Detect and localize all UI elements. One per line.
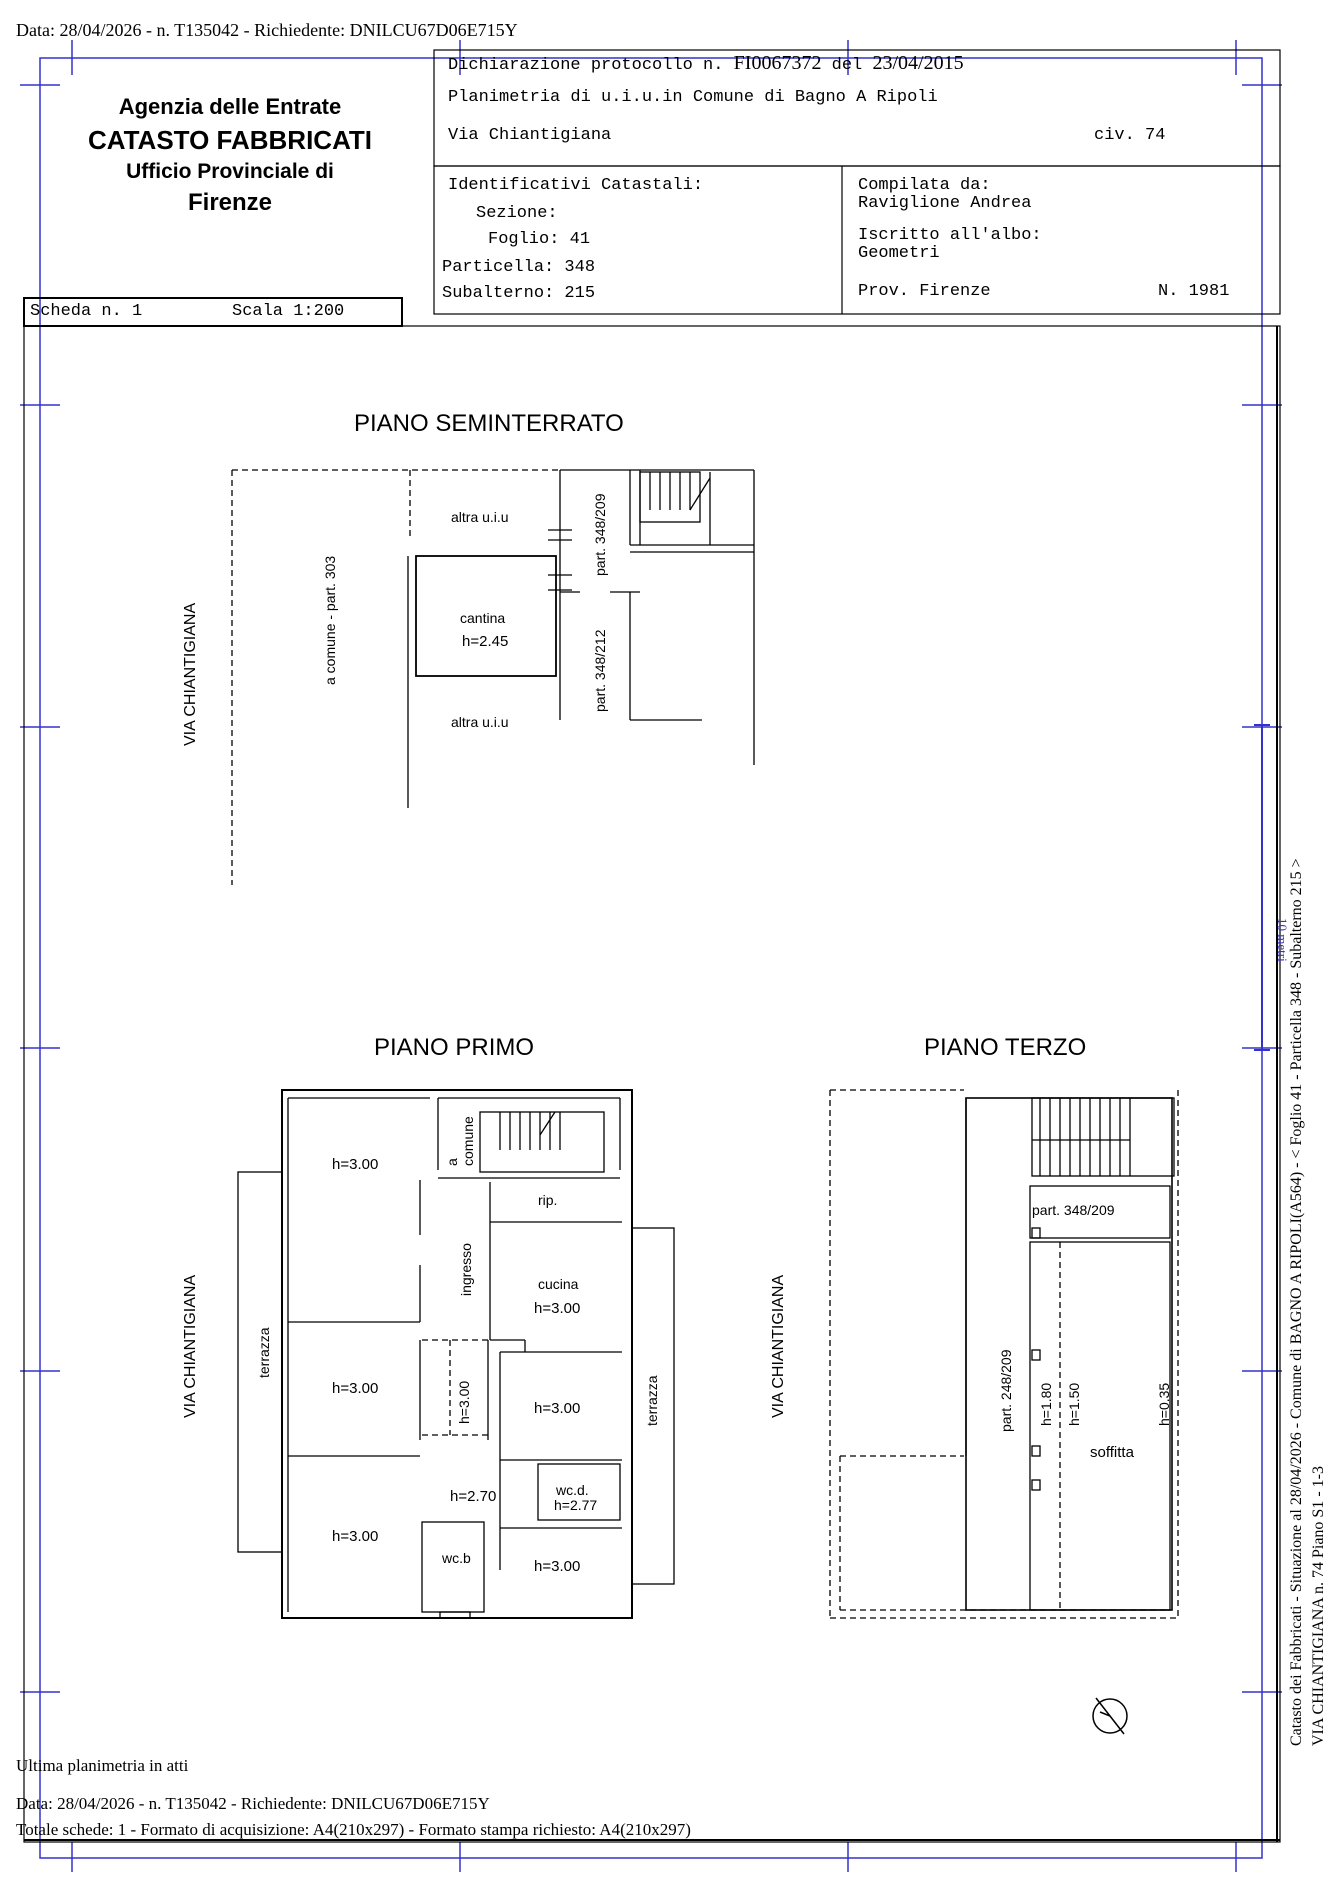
compiler-name: Raviglione Andrea [858,194,1032,213]
attic-height: h=1.50 [1066,1382,1082,1426]
street-label-seminterrato: VIA CHIANTIGIANA [182,602,199,746]
foglio-value: 41 [569,230,591,249]
civic-number [1094,126,1165,145]
floor-title-primo: PIANO PRIMO [374,1034,535,1061]
floor-title-seminterrato: PIANO SEMINTERRATO [354,410,624,437]
bathroom-label: wc.b [442,1550,471,1566]
n-label: N. [1158,282,1179,301]
particella-ref-label: part. 248/209 [998,1349,1014,1432]
hall-height: h=2.70 [450,1488,497,1505]
other-unit-label: altra u.i.u [451,714,509,730]
scale-indicator [232,302,344,321]
foglio-row [488,230,590,249]
scale-bar [1254,725,1270,1050]
plan-seminterrato [232,470,754,885]
prov-label: Prov. [858,282,910,301]
room-height: h=3.00 [534,1400,581,1417]
terrace-label: terrazza [644,1375,660,1426]
civ-label: civ. [1094,126,1135,145]
last-plan-note: Ultima planimetria in atti [16,1756,189,1775]
ensuite-bathroom-height: h=2.77 [554,1497,598,1513]
storage-label: rip. [538,1192,558,1208]
civ-value: 74 [1145,126,1166,145]
scala-value: 1:200 [293,302,345,321]
particella-ref-label: part. 348/212 [592,629,608,712]
compiler-heading: Compilata da: [858,176,991,195]
attic-height: h=1.80 [1038,1382,1054,1426]
room-height: h=3.00 [332,1528,379,1545]
particella-ref-label: part. 348/209 [592,493,608,576]
n-value: 1981 [1188,282,1230,301]
common-stair-label: a comune [444,1116,476,1166]
street-name: Via Chiantigiana [448,126,612,145]
scale-bar-label: 10 metri [1275,918,1290,962]
footer-format-line: Totale schede: 1 - Formato di acquisizione: A4(210x297) - Formato stampa richiesto: A4(210x297) [16,1820,691,1839]
ensuite-bathroom-label: wc.d. [556,1482,589,1498]
common-area-label: a comune - part. 303 [322,555,338,685]
north-arrow-icon [1093,1698,1127,1734]
room-height: h=3.00 [534,1558,581,1575]
scheda-value: 1 [132,302,143,321]
plan-primo [238,1090,674,1618]
scheda-number [30,302,142,321]
province-row [858,282,991,301]
scheda-label: Scheda n. [30,302,122,321]
kitchen-height: h=3.00 [534,1300,581,1317]
sezione-label: Sezione: [476,204,558,223]
declaration-line [448,52,964,75]
registration-frame [20,40,1282,1872]
subalterno-row [442,284,595,303]
corridor-height: h=3.00 [456,1380,472,1424]
office-header [60,92,400,220]
terrace-label: terrazza [256,1327,272,1378]
header-boxes [24,50,1280,1842]
albo-label: Iscritto all'albo: [858,226,1042,245]
office-line: Ufficio Provinciale di [126,160,334,183]
side-address-text: VIA CHIANTIGIANA n. 74 Piano S1 - 1-3 [1310,1466,1327,1746]
declaration-label: Dichiarazione protocollo n. [448,56,724,75]
street-label-primo: VIA CHIANTIGIANA [182,1274,199,1418]
albo-value: Geometri [858,244,940,263]
identifiers-heading: Identificativi Catastali: [448,176,704,195]
office-city: Firenze [187,189,273,216]
other-unit-label: altra u.i.u [451,509,509,525]
particella-value: 348 [564,258,596,277]
catasto-title: CATASTO FABBRICATI [87,125,373,155]
particella-label: Particella: [442,258,555,277]
foglio-label: Foglio: [488,230,560,249]
cantina-label: cantina [460,610,506,626]
subalterno-label: Subalterno: [442,284,555,303]
plan-location-line: Planimetria di u.i.u.in Comune di Bagno A Ripoli [448,88,938,107]
particella-row [442,258,595,277]
del-label: del [831,56,863,75]
protocol-number: FI0067372 [733,52,822,74]
footer-request-line: Data: 28/04/2026 - n. T135042 - Richiedente: DNILCU67D06E715Y [16,1794,490,1813]
entrance-label: ingresso [458,1243,474,1296]
subalterno-value: 215 [564,284,596,303]
side-catasto-text: Catasto dei Fabbricati - Situazione al 28/04/2026 - Comune di BAGNO A RIPOLI(A564) - < Foglio 41 - Particella 348 - Subalterno 215 > [1288,858,1305,1746]
sezione-row [476,204,558,223]
request-header-line: Data: 28/04/2026 - n. T135042 - Richiedente: DNILCU67D06E715Y [16,20,518,40]
attic-label: soffitta [1090,1444,1134,1461]
registration-number [1158,282,1229,301]
scala-label: Scala [232,302,284,321]
floor-title-terzo: PIANO TERZO [924,1034,1087,1061]
kitchen-label: cucina [538,1276,579,1292]
room-height: h=3.00 [332,1156,379,1173]
particella-ref-label: part. 348/209 [1032,1202,1115,1218]
street-label-terzo: VIA CHIANTIGIANA [770,1274,787,1418]
cantina-height: h=2.45 [462,633,509,650]
room-height: h=3.00 [332,1380,379,1397]
agency-name: Agenzia delle Entrate [118,94,342,119]
declaration-date: 23/04/2015 [872,52,964,74]
prov-value: Firenze [919,282,991,301]
attic-height: h=0.35 [1156,1382,1172,1426]
